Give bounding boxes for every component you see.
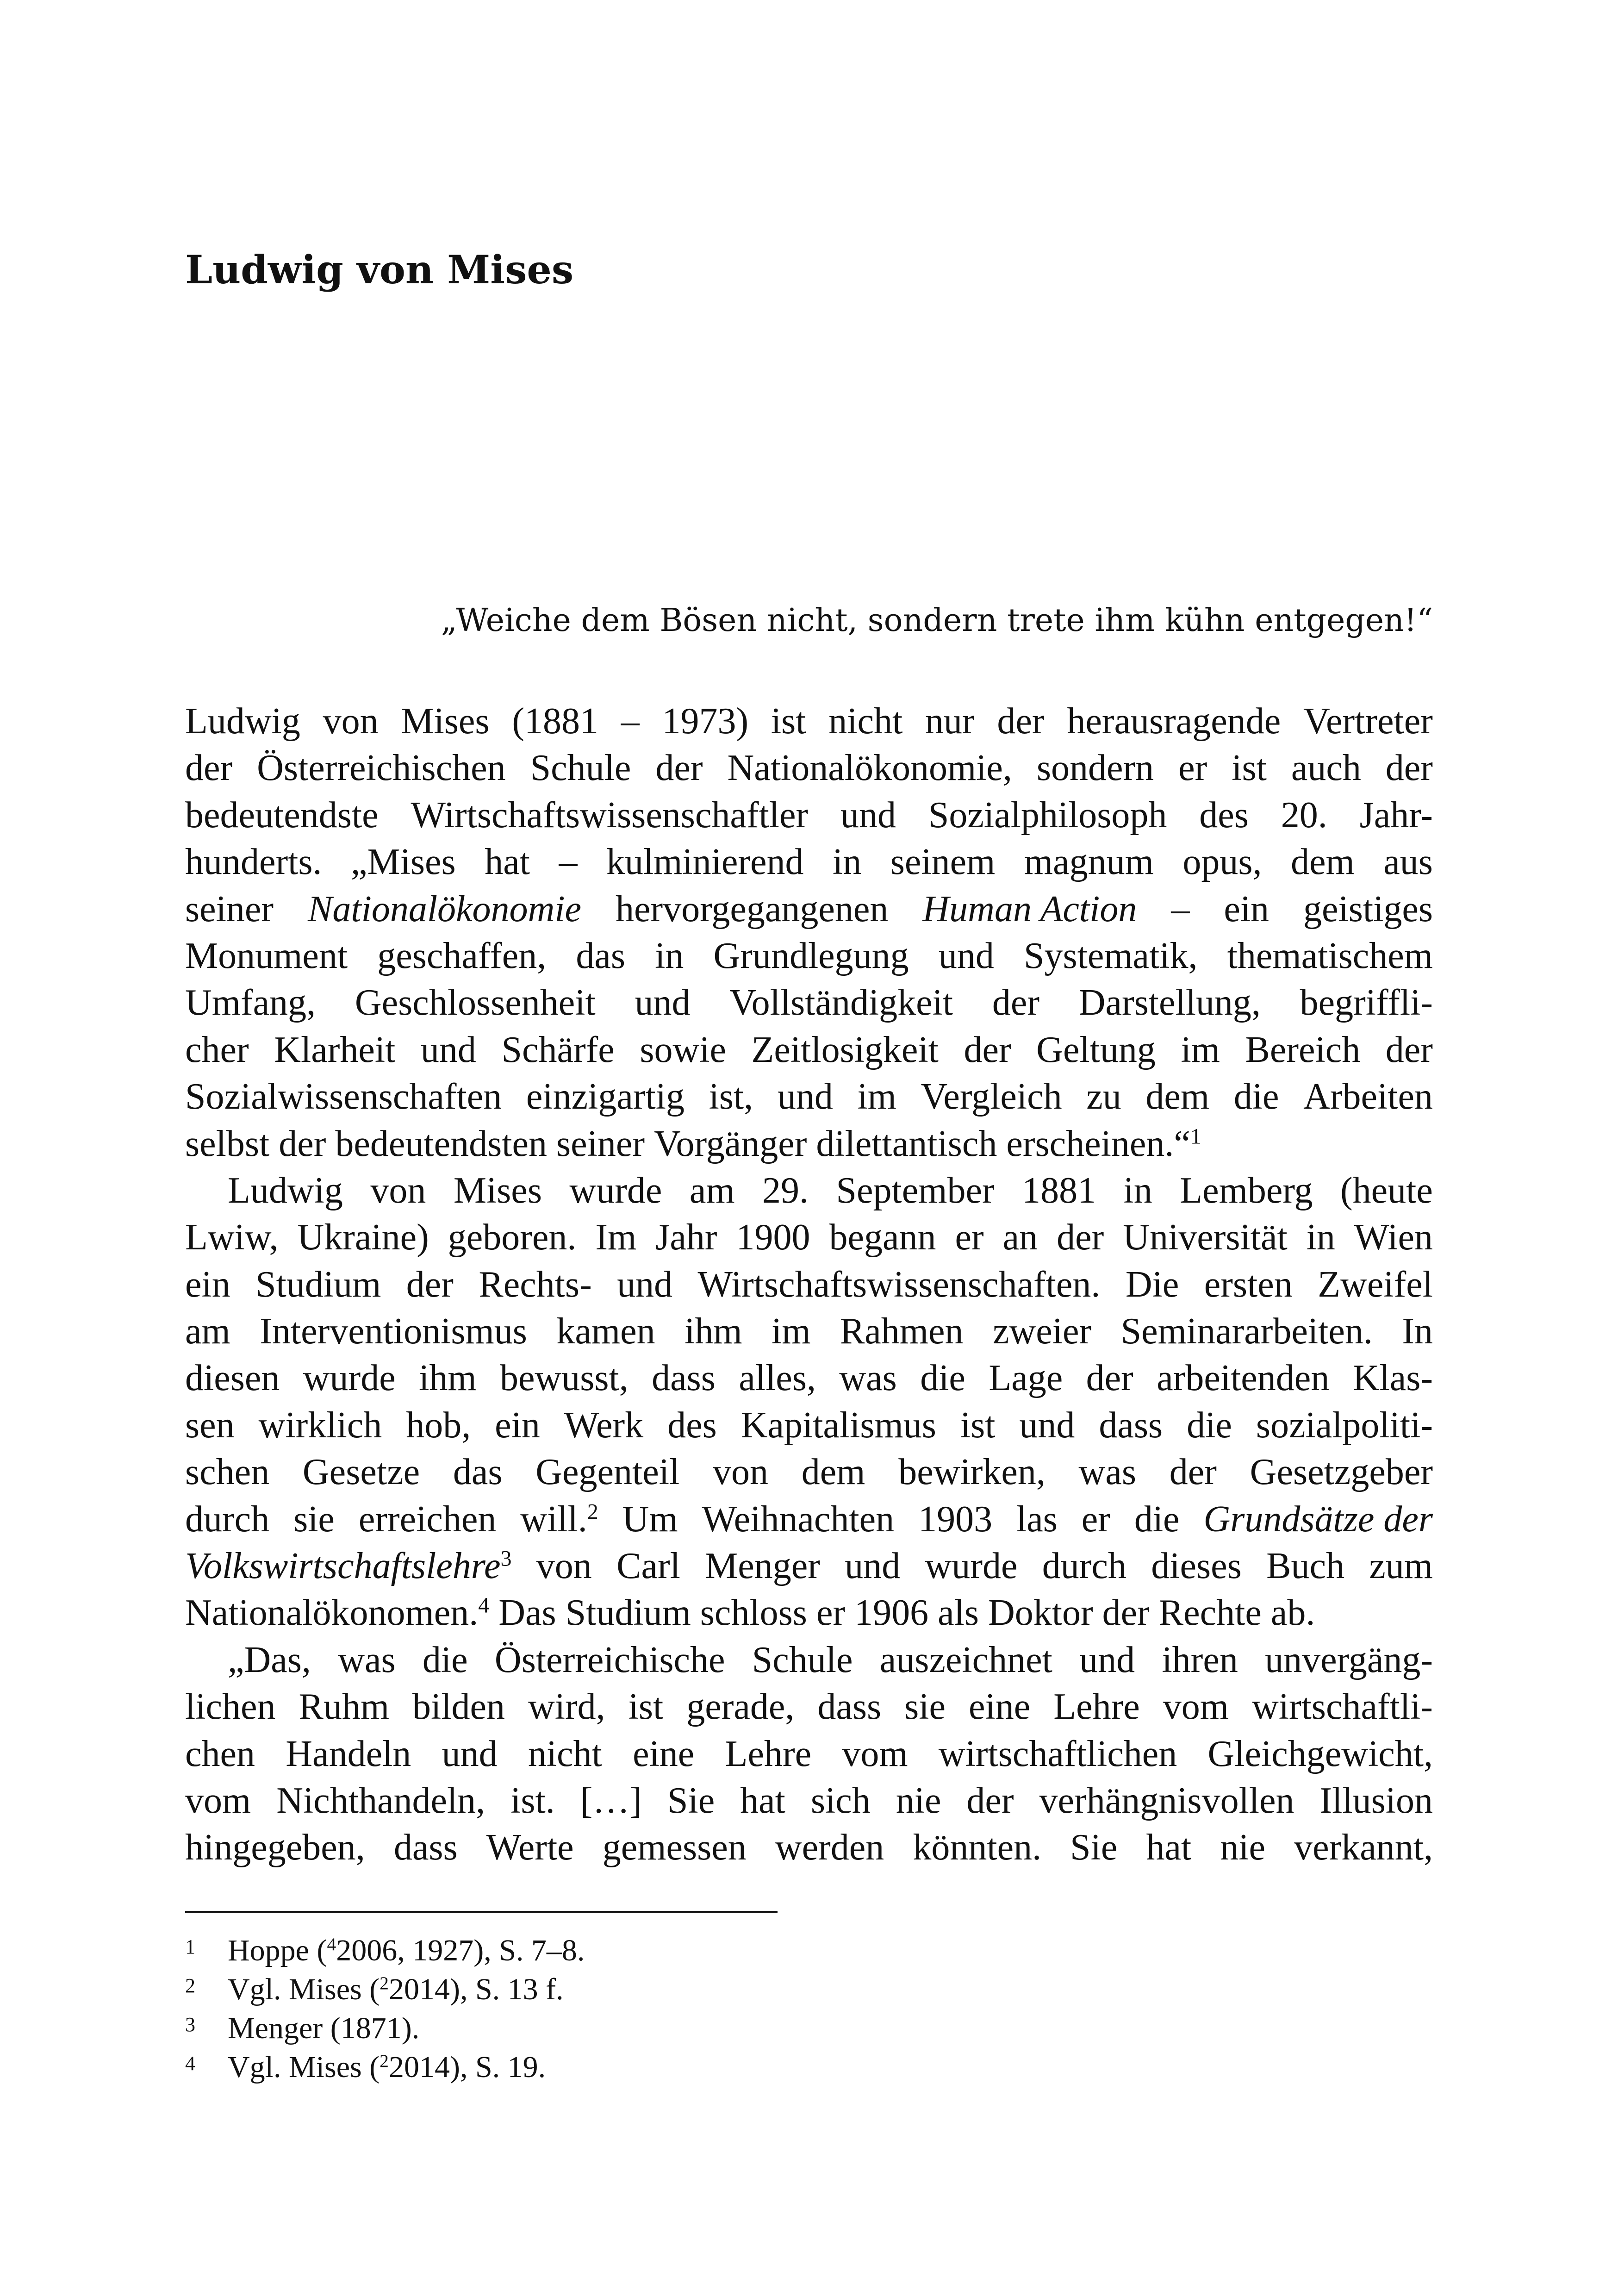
word: Geltung: [1036, 1029, 1156, 1070]
word: Mises: [453, 1170, 542, 1211]
word: Rechte: [1158, 1592, 1262, 1634]
footnote: [185, 1970, 585, 2009]
word: (1881: [512, 701, 598, 742]
word: als: [938, 1592, 979, 1634]
footnote-reference[interactable]: 4: [478, 1593, 490, 1618]
word: ersten: [1204, 1264, 1293, 1305]
word: […]: [580, 1780, 642, 1821]
word: seinem: [890, 842, 996, 883]
word: und: [420, 1029, 476, 1070]
word: Sozialphilosoph: [928, 794, 1167, 836]
word: hingegeben,: [185, 1827, 365, 1868]
word: des: [1199, 794, 1249, 836]
word: dem: [1291, 842, 1355, 883]
word: zum: [1369, 1546, 1433, 1587]
word: von: [712, 1452, 768, 1493]
word: las: [1016, 1498, 1058, 1540]
word: hat: [740, 1780, 785, 1821]
word: die: [422, 1639, 468, 1680]
word: Studium: [565, 1592, 691, 1634]
word: –: [1171, 888, 1190, 930]
word: Sie: [667, 1780, 715, 1821]
word: eine: [633, 1733, 695, 1774]
footnote: [185, 2009, 585, 2048]
word: auch: [1291, 748, 1361, 789]
word: und: [938, 935, 994, 976]
paragraph: [185, 1637, 1433, 1872]
word: seiner: [185, 888, 274, 930]
word: die: [920, 1358, 965, 1399]
word: der: [1102, 1592, 1150, 1634]
footnotes: [185, 1931, 585, 2087]
word: ein: [1224, 888, 1270, 930]
word: Gleichgewicht,: [1207, 1733, 1433, 1774]
word: der: [655, 748, 703, 789]
word: er: [1081, 1498, 1110, 1540]
word: im: [1181, 1029, 1220, 1070]
word: Universität: [1123, 1217, 1288, 1258]
word: in: [655, 935, 684, 976]
text-line: [185, 1027, 1433, 1073]
word: Volkswirtschaftslehre$^3$: [185, 1546, 512, 1587]
word: (heute: [1340, 1170, 1433, 1211]
word: werden: [775, 1827, 884, 1868]
word: Zeitlosigkeit: [751, 1029, 939, 1070]
word: Buch: [1266, 1546, 1344, 1587]
word: Vertreter: [1303, 701, 1433, 742]
word: Lwiw,: [185, 1217, 279, 1258]
word: 1973): [662, 701, 749, 742]
text-line: [185, 886, 1433, 933]
word: Österreichischen: [257, 748, 506, 789]
word: die: [1134, 1498, 1180, 1540]
word: Ruhm: [299, 1686, 390, 1728]
word: durch: [1042, 1546, 1126, 1587]
word: „Das,: [228, 1639, 311, 1680]
word: September: [836, 1170, 995, 1211]
word: Klarheit: [274, 1029, 396, 1070]
text-line: [185, 980, 1433, 1026]
word: Sie: [1070, 1827, 1118, 1868]
word: Carl: [616, 1546, 680, 1587]
word: hat: [485, 842, 530, 883]
word: ab.: [1270, 1592, 1315, 1634]
word: bilden: [412, 1686, 505, 1728]
word: Seminararbeiten.: [1120, 1311, 1373, 1352]
word: Lemberg: [1180, 1170, 1313, 1211]
word: –: [621, 701, 640, 742]
word: dem: [801, 1452, 865, 1493]
word: Nichthandeln,: [276, 1780, 485, 1821]
word: bedeutendste: [185, 794, 379, 836]
word: erreichen: [358, 1498, 497, 1540]
word: wurde: [303, 1358, 396, 1399]
word: verkannt,: [1294, 1827, 1433, 1868]
text-line: [185, 1261, 1433, 1308]
word: sen: [185, 1404, 235, 1446]
word: wirklich: [258, 1404, 382, 1446]
word: opus,: [1182, 842, 1262, 883]
word: Geschlossenheit: [355, 982, 596, 1023]
word: seiner: [556, 1123, 645, 1164]
word: und: [840, 794, 896, 836]
word: Weihnachten: [702, 1498, 895, 1540]
word: auszeichnet: [879, 1639, 1052, 1680]
word: ist: [960, 1404, 996, 1446]
word: dass: [393, 1827, 458, 1868]
word: und: [635, 982, 691, 1023]
word: kamen: [556, 1311, 655, 1352]
footnote-number: 1: [185, 1935, 195, 1958]
word: arbeitenden: [1157, 1358, 1330, 1399]
text-line: [185, 745, 1433, 792]
word: Illusion: [1319, 1780, 1433, 1821]
word: ist,: [709, 1076, 753, 1117]
word: der: [1169, 1452, 1217, 1493]
word: das: [576, 935, 626, 976]
text-line: [185, 1402, 1433, 1449]
word: Nationalökonomen.$^4$: [185, 1592, 490, 1634]
word: –: [559, 842, 578, 883]
word: Österreichische: [494, 1639, 725, 1680]
word: könnten.: [913, 1827, 1042, 1868]
word: Doktor: [988, 1592, 1093, 1634]
word: Ludwig: [228, 1170, 343, 1211]
word: Vollständigkeit: [729, 982, 953, 1023]
word: chen: [185, 1733, 255, 1774]
word: Grundsätze der: [1203, 1498, 1433, 1540]
word: in: [1123, 1170, 1152, 1211]
word: cher: [185, 1029, 249, 1070]
word: sich: [810, 1780, 871, 1821]
word: Klas-: [1352, 1358, 1433, 1399]
word: ein: [185, 1264, 230, 1305]
word: „Mises: [351, 842, 456, 883]
word: des: [667, 1404, 717, 1446]
word: der: [1057, 1217, 1104, 1258]
word: und: [617, 1264, 673, 1305]
word: Nationalökonomie: [308, 888, 582, 930]
word: diesen: [185, 1358, 280, 1399]
word: dilettantisch: [816, 1123, 997, 1164]
word: begriffli-: [1300, 982, 1433, 1023]
word: aus: [1383, 842, 1433, 883]
word: er: [816, 1592, 846, 1634]
word: gemessen: [602, 1827, 747, 1868]
word: sozialpoliti-: [1256, 1404, 1433, 1446]
word: was: [1078, 1452, 1137, 1493]
word: Kapitalismus: [741, 1404, 936, 1446]
word: der: [279, 1123, 326, 1164]
word: Rechts-: [479, 1264, 592, 1305]
word: hervorgegangenen: [616, 888, 889, 930]
word: Mises: [401, 701, 490, 742]
word: Grundlegung: [713, 935, 909, 976]
word: nie: [896, 1780, 941, 1821]
word: unvergäng-: [1265, 1639, 1433, 1680]
word: 20.: [1281, 794, 1327, 836]
word: magnum: [1024, 842, 1154, 883]
word: nie: [1220, 1827, 1266, 1868]
word: 1900: [736, 1217, 810, 1258]
word: ihm: [419, 1358, 477, 1399]
word: Das: [498, 1592, 556, 1634]
word: Studium: [255, 1264, 381, 1305]
word: selbst: [185, 1123, 270, 1164]
text-line: [185, 1308, 1433, 1355]
word: von: [370, 1170, 426, 1211]
word: Vorgänger: [654, 1123, 807, 1164]
word: das: [453, 1452, 503, 1493]
word: Vergleich: [921, 1076, 1062, 1117]
word: wird,: [528, 1686, 605, 1728]
word: geboren.: [448, 1217, 577, 1258]
word: der: [992, 982, 1039, 1023]
word: dass: [1099, 1404, 1163, 1446]
text-line: [185, 1167, 1433, 1214]
text-line: [185, 1684, 1433, 1730]
word: Arbeiten: [1303, 1076, 1433, 1117]
word: ist: [1232, 748, 1267, 789]
word: in: [833, 842, 862, 883]
word: Rahmen: [840, 1311, 964, 1352]
chapter-title: Ludwig von Mises: [185, 247, 574, 293]
word: begann: [829, 1217, 936, 1258]
word: Jahr: [655, 1217, 717, 1258]
word: Umfang,: [185, 982, 316, 1023]
word: dieses: [1151, 1546, 1242, 1587]
text-line: [185, 1073, 1433, 1120]
footnote-number: 4: [185, 2052, 195, 2075]
word: Ludwig: [185, 701, 300, 742]
word: dem: [1145, 1076, 1210, 1117]
text-line: [185, 839, 1433, 886]
word: 1906: [854, 1592, 929, 1634]
word: dass: [817, 1686, 882, 1728]
footnote: [185, 2048, 585, 2087]
word: gerade,: [686, 1686, 795, 1728]
word: Die: [1125, 1264, 1179, 1305]
word: Nationalökonomie,: [727, 748, 1012, 789]
text-line: [185, 1590, 1433, 1636]
word: bewirken,: [898, 1452, 1045, 1493]
word: Werk: [564, 1404, 644, 1446]
footnote-separator: [185, 1911, 778, 1913]
word: schen: [185, 1452, 270, 1493]
word: 1903: [918, 1498, 993, 1540]
word: an: [1002, 1217, 1038, 1258]
paragraph: [185, 698, 1433, 1167]
word: 1881: [1022, 1170, 1096, 1211]
footnote-number: 3: [185, 2013, 195, 2036]
word: einzigartig: [526, 1076, 685, 1117]
word: Gesetzgeber: [1250, 1452, 1433, 1493]
text-line: [185, 1496, 1433, 1543]
footnote-reference[interactable]: 1: [1190, 1124, 1201, 1149]
word: Wirtschaftswissenschaften.: [697, 1264, 1101, 1305]
word: Jahr-: [1359, 794, 1433, 836]
word: Wien: [1354, 1217, 1433, 1258]
word: was: [338, 1639, 396, 1680]
word: ihren: [1162, 1639, 1238, 1680]
word: Monument: [185, 935, 348, 976]
text-line: [185, 792, 1433, 839]
text-line: [185, 1731, 1433, 1778]
footnote-text: Vgl. Mises ($^2$2014), S. 13 f.: [228, 1972, 564, 2006]
word: und: [777, 1076, 833, 1117]
word: zweier: [993, 1311, 1092, 1352]
word: am: [185, 1311, 230, 1352]
footnote-reference[interactable]: 2: [587, 1499, 598, 1524]
epigraph-quote: „Weiche dem Bösen nicht, sondern trete ihm kühn entgegen!“: [441, 602, 1433, 639]
word: kulminierend: [606, 842, 804, 883]
word: 29.: [762, 1170, 809, 1211]
word: der: [997, 701, 1045, 742]
word: sondern: [1036, 748, 1154, 789]
word: dass: [652, 1358, 716, 1399]
word: der: [964, 1029, 1011, 1070]
word: nur: [925, 701, 975, 742]
word: hat: [1146, 1827, 1192, 1868]
text-line: [185, 1355, 1433, 1402]
word: vom: [185, 1780, 251, 1821]
text-line: [185, 1449, 1433, 1496]
word: verhängnisvollen: [1039, 1780, 1294, 1821]
word: Darstellung,: [1078, 982, 1261, 1023]
word: Werte: [486, 1827, 574, 1868]
word: in: [1306, 1217, 1335, 1258]
word: von: [536, 1546, 592, 1587]
word: Handeln: [286, 1733, 411, 1774]
word: lichen: [185, 1686, 276, 1728]
word: der: [1086, 1358, 1133, 1399]
word: vom: [1163, 1686, 1229, 1728]
word: hunderts.: [185, 842, 322, 883]
word: sowie: [640, 1029, 726, 1070]
footnote-reference[interactable]: 3: [500, 1546, 512, 1571]
word: wirtschaftli-: [1251, 1686, 1433, 1728]
word: er: [1178, 748, 1207, 789]
word: die: [1187, 1404, 1232, 1446]
word: und: [1019, 1404, 1075, 1446]
text-line: [185, 698, 1433, 745]
word: Menger: [705, 1546, 820, 1587]
text-line: [185, 1778, 1433, 1824]
word: Gesetze: [302, 1452, 420, 1493]
word: Ukraine): [297, 1217, 429, 1258]
word: und: [442, 1733, 498, 1774]
word: ihm: [685, 1311, 742, 1352]
word: Wirtschaftswissenschaftler: [411, 794, 809, 836]
word: der: [1385, 748, 1433, 789]
word: sie: [904, 1686, 946, 1728]
word: wirtschaftlichen: [938, 1733, 1177, 1774]
word: vom: [842, 1733, 908, 1774]
word: Systematik,: [1023, 935, 1198, 976]
paragraph: [185, 1167, 1433, 1637]
word: Schärfe: [501, 1029, 615, 1070]
text-line: [185, 1121, 1433, 1167]
word: eine: [968, 1686, 1031, 1728]
word: ein: [495, 1404, 540, 1446]
word: der: [1385, 1029, 1433, 1070]
text-line: [185, 933, 1433, 980]
word: will.$^2$: [520, 1498, 598, 1540]
word: was: [839, 1358, 897, 1399]
word: bedeutendsten: [335, 1123, 548, 1164]
word: der: [185, 748, 233, 789]
word: alles,: [739, 1358, 816, 1399]
word: die: [1233, 1076, 1279, 1117]
body-text: [185, 698, 1433, 1872]
word: am: [689, 1170, 735, 1211]
word: hob,: [406, 1404, 471, 1446]
word: im: [857, 1076, 896, 1117]
word: wurde: [925, 1546, 1018, 1587]
word: herausragende: [1067, 701, 1281, 742]
word: Gegenteil: [535, 1452, 680, 1493]
word: Lage: [989, 1358, 1063, 1399]
word: Sozialwissenschaften: [185, 1076, 502, 1117]
word: und: [1079, 1639, 1135, 1680]
word: ist: [771, 701, 806, 742]
word: Lehre: [1053, 1686, 1140, 1728]
word: Human Action: [922, 888, 1137, 930]
word: wurde: [569, 1170, 662, 1211]
text-line: [185, 1824, 1433, 1871]
word: zu: [1086, 1076, 1121, 1117]
word: er: [955, 1217, 984, 1258]
word: im: [772, 1311, 811, 1352]
word: geschaffen,: [377, 935, 547, 976]
word: ist: [628, 1686, 664, 1728]
word: durch: [185, 1498, 270, 1540]
word: Bereich: [1245, 1029, 1361, 1070]
word: schloss: [700, 1592, 807, 1634]
word: Um: [622, 1498, 678, 1540]
footnote-text: Hoppe ($^4$2006, 1927), S. 7–8.: [228, 1934, 585, 1967]
word: geistiges: [1303, 888, 1433, 930]
text-line: [185, 1637, 1433, 1684]
word: von: [323, 701, 379, 742]
word: erscheinen.“$^1$: [1006, 1123, 1201, 1164]
word: thematischem: [1227, 935, 1433, 976]
footnote-number: 2: [185, 1974, 195, 1997]
word: Im: [595, 1217, 637, 1258]
word: sie: [293, 1498, 335, 1540]
word: nicht: [528, 1733, 602, 1774]
text-line: [185, 1214, 1433, 1261]
word: Schule: [752, 1639, 853, 1680]
footnote-text: Vgl. Mises ($^2$2014), S. 19.: [228, 2050, 546, 2084]
word: der: [966, 1780, 1014, 1821]
text-line: [185, 1543, 1433, 1590]
word: ist.: [510, 1780, 555, 1821]
footnote-text: Menger (1871).: [228, 2011, 420, 2045]
word: Schule: [530, 748, 631, 789]
word: der: [406, 1264, 454, 1305]
word: Zweifel: [1318, 1264, 1433, 1305]
word: Lehre: [725, 1733, 812, 1774]
word: In: [1402, 1311, 1433, 1352]
word: Interventionismus: [260, 1311, 527, 1352]
word: nicht: [828, 701, 903, 742]
footnote: [185, 1931, 585, 1970]
word: und: [845, 1546, 901, 1587]
word: bewusst,: [499, 1358, 629, 1399]
